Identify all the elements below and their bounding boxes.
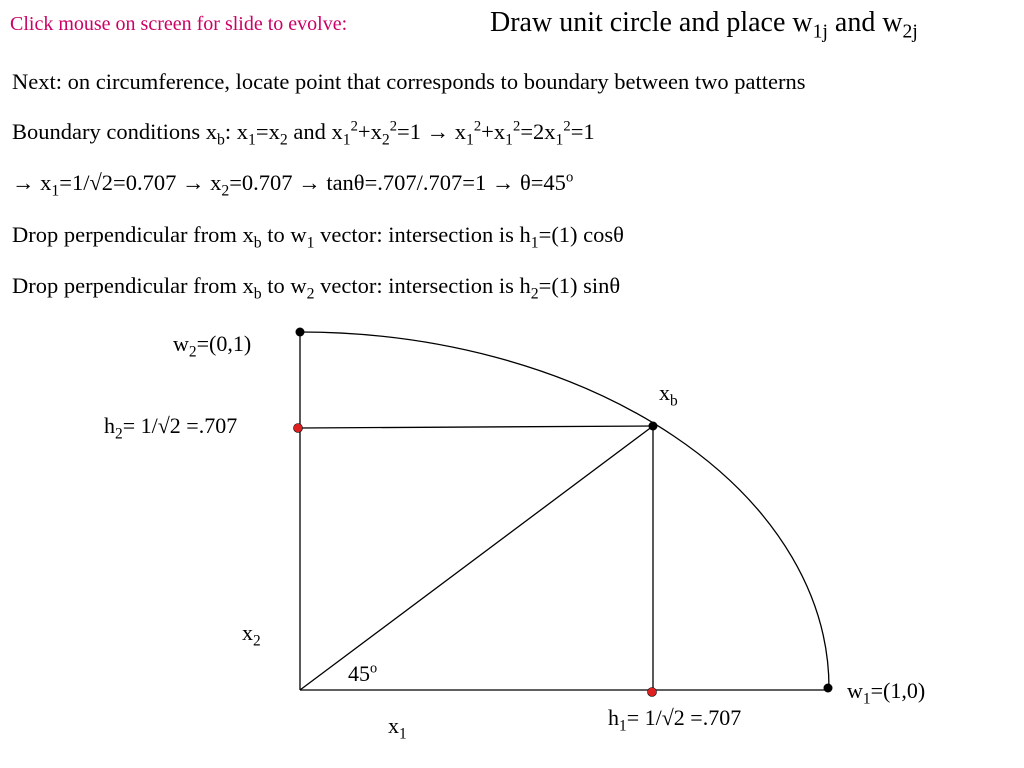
text: =(1) cosθ: [538, 222, 624, 247]
text: x: [242, 620, 253, 645]
x1-label: [388, 713, 407, 743]
sub: 1: [51, 182, 60, 200]
text: 45: [348, 661, 370, 686]
text: =x: [255, 119, 280, 144]
text: +x: [357, 119, 382, 144]
text: x: [659, 380, 670, 405]
text-line-next: Next: on circumference, locate point that corresponds to boundary between two patterns: [12, 69, 806, 94]
text: =(0,1): [196, 331, 252, 356]
text: and x: [287, 119, 343, 144]
w1-label: [847, 678, 926, 708]
sub: 1: [505, 131, 513, 149]
text: =1/√2=0.707: [59, 170, 182, 195]
text: =(1) sinθ: [538, 273, 621, 298]
sub: 1: [555, 131, 564, 149]
text: =1: [570, 119, 595, 144]
sub: 1: [342, 131, 351, 149]
sub: 2: [530, 285, 539, 303]
h1-label: [608, 705, 742, 735]
text: θ=45: [514, 170, 566, 195]
click-hint: Click mouse on screen for slide to evolve:: [10, 13, 348, 35]
sub: b: [253, 285, 262, 303]
text: Drop perpendicular from x: [12, 222, 254, 247]
sub: 1: [248, 131, 256, 149]
text: tanθ=.707/.707=1: [320, 170, 492, 195]
text: Drop perpendicular from x: [12, 273, 254, 298]
sub: 2: [279, 131, 288, 149]
sub: 1: [306, 234, 315, 252]
text: =0.707: [229, 170, 299, 195]
text: x: [34, 170, 52, 195]
unit-circle-arc: [300, 332, 829, 688]
text: x: [388, 713, 399, 738]
sub: 1: [530, 234, 539, 252]
sup: 2: [350, 118, 358, 135]
arrow-icon: →: [181, 170, 205, 195]
sub: 2: [221, 182, 230, 200]
text: = 1/√2 =.707: [122, 413, 238, 438]
sub: 1: [399, 725, 407, 743]
text: x: [449, 119, 466, 144]
text: to w: [261, 273, 307, 298]
hypotenuse-line: [300, 426, 653, 690]
text: =1: [397, 119, 427, 144]
sup: 2: [513, 118, 521, 135]
w1-point: [824, 684, 833, 693]
sub: 1: [619, 717, 627, 735]
w2-label: [173, 331, 252, 361]
sub: 2: [188, 343, 197, 361]
sup: 2: [389, 118, 398, 135]
title-text: Draw unit circle and place w: [490, 7, 813, 38]
h2-point: [294, 424, 303, 433]
text: to w: [261, 222, 307, 247]
arrow-icon: →: [298, 170, 321, 195]
sub: 2: [381, 131, 390, 149]
text: =(1,0): [870, 678, 926, 703]
sub: 2: [306, 285, 315, 303]
angle-label: [348, 660, 378, 686]
sub: 2: [253, 632, 261, 650]
arrow-icon: →: [426, 119, 450, 144]
arrow-icon: →: [12, 170, 35, 195]
text: vector: intersection is h: [314, 222, 531, 247]
sub: b: [216, 131, 225, 149]
degree-sup: o: [565, 169, 574, 186]
title-text: and w: [827, 7, 903, 38]
h2-label: [104, 413, 238, 443]
text: +x: [481, 119, 506, 144]
text: =2x: [520, 119, 556, 144]
sub: 2: [115, 425, 123, 443]
text: h: [104, 413, 115, 438]
sub: 1: [862, 690, 871, 708]
text: = 1/√2 =.707: [626, 705, 742, 730]
title-sub: 1j: [812, 21, 828, 43]
text: vector: intersection is h: [314, 273, 531, 298]
text: h: [608, 705, 619, 730]
sub: b: [670, 392, 678, 410]
xb-point: [649, 422, 658, 431]
degree-sup: o: [370, 660, 378, 677]
sup: 2: [473, 118, 482, 135]
sub: 1: [465, 131, 474, 149]
sup: 2: [563, 118, 571, 135]
text: w: [847, 678, 863, 703]
horizontal-projection-line: [300, 426, 653, 428]
text: Boundary conditions x: [12, 119, 217, 144]
arrow-icon: →: [491, 170, 515, 195]
w2-point: [296, 328, 305, 337]
title-sub: 2j: [902, 21, 918, 43]
h1-point: [648, 688, 657, 697]
text: : x: [224, 119, 248, 144]
sub: b: [253, 234, 262, 252]
x2-label: [242, 620, 261, 650]
text: x: [204, 170, 222, 195]
xb-label: [659, 380, 678, 410]
text: w: [173, 331, 189, 356]
